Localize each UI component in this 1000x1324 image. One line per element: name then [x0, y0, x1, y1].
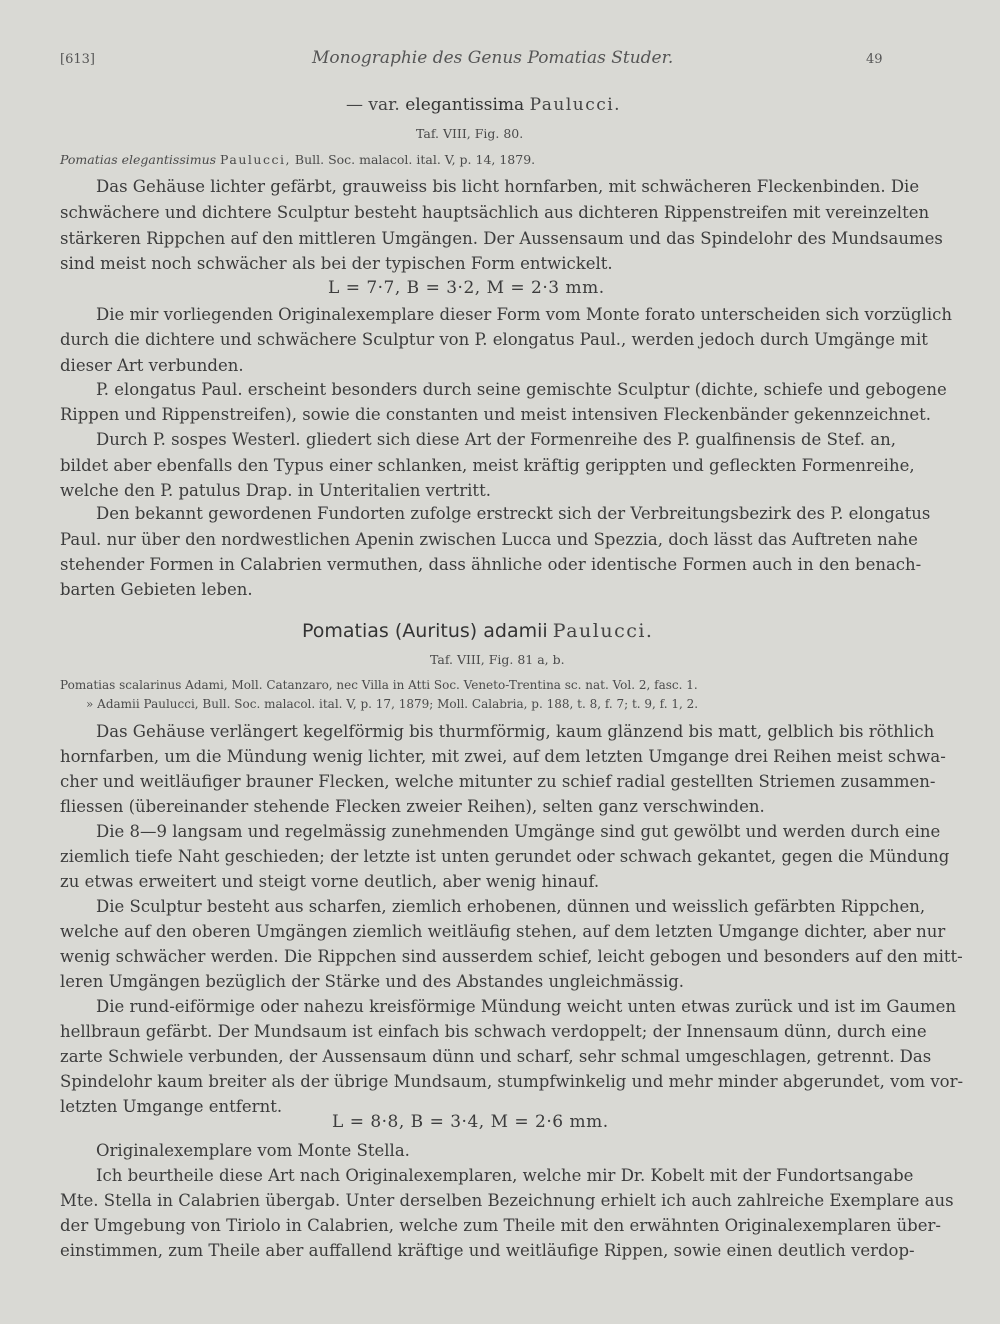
- text-line: wenig schwächer werden. Die Rippchen sind ausserdem schief, leicht gebogen und besonders auf den mitt-: [60, 947, 963, 966]
- text-line: hellbraun gefärbt. Der Mundsaum ist einfach bis schwach verdoppelt; der Innensaum dünn, durch eine: [60, 1022, 927, 1041]
- text-line: Die mir vorliegenden Originalexemplare dieser Form vom Monte forato unterscheiden sich vorzüglich: [96, 305, 952, 324]
- variety-heading: [346, 95, 621, 115]
- text-line: Den bekannt gewordenen Fundorten zufolge erstreckt sich der Verbreitungsbezirk des P. elongatus: [96, 504, 931, 523]
- species-plate: Taf. VIII, Fig. 81 a, b.: [430, 652, 565, 667]
- text-line: Mte. Stella in Calabrien übergab. Unter derselben Bezeichnung erhielt ich auch zahlreiche Exemplare aus: [60, 1191, 954, 1210]
- text-line: Rippen und Rippenstreifen), sowie die constanten und meist intensiven Fleckenbänder gekennzeichnet.: [60, 405, 932, 424]
- text-line: bildet aber ebenfalls den Typus einer schlanken, meist kräftig gerippten und gefleckten Formenreihe,: [60, 456, 915, 475]
- text-line: barten Gebieten leben.: [60, 580, 253, 599]
- var-measurements: L = 7·7, B = 3·2, M = 2·3 mm.: [328, 278, 605, 298]
- text-line: fliessen (übereinander stehende Flecken zweier Reihen), selten ganz verschwinden.: [60, 797, 765, 816]
- variety-synonym-name: Pomatias elegantissimus: [60, 152, 217, 167]
- text-line: hornfarben, um die Mündung wenig lichter, mit zwei, auf dem letzten Umgange drei Reihen meist schwa-: [60, 747, 946, 766]
- text-line: leren Umgängen bezüglich der Stärke und des Abstandes ungleichmässig.: [60, 972, 685, 991]
- text-line: ziemlich tiefe Naht geschieden; der letzte ist unten gerundet oder schwach gekantet, gegen die Mündung: [60, 847, 950, 866]
- species-synonym-1: Pomatias scalarinus Adami, Moll. Catanzaro, nec Villa in Atti Soc. Veneto-Trentina sc. nat. Vol. 2, fasc. 1.: [60, 678, 698, 692]
- variety-author: Paulucci.: [529, 95, 622, 115]
- text-line: welche den P. patulus Drap. in Unteritalien vertritt.: [60, 481, 491, 500]
- variety-synonym-author: Paulucci,: [220, 152, 291, 167]
- header-title: Monographie des Genus Pomatias Studer.: [312, 48, 674, 68]
- species-heading-name: Pomatias (Auritus) adamii: [302, 620, 548, 642]
- text-line: durch die dichtere und schwächere Sculptur von P. elongatus Paul., werden jedoch durch Umgänge mit: [60, 330, 928, 349]
- text-line: der Umgebung von Tiriolo in Calabrien, welche zum Theile mit den erwähnten Originalexemplaren über-: [60, 1216, 941, 1235]
- text-line: Die rund-eiförmige oder nahezu kreisförmige Mündung weicht unten etwas zurück und ist im Gaumen: [96, 997, 957, 1016]
- variety-plate: Taf. VIII, Fig. 80.: [416, 126, 524, 141]
- text-line: zu etwas erweitert und steigt vorne deutlich, aber wenig hinauf.: [60, 872, 600, 891]
- text-line: letzten Umgange entfernt.: [60, 1097, 283, 1116]
- text-line: zarte Schwiele verbunden, der Aussensaum dünn und scharf, sehr schmal umgeschlagen, getrennt. Das: [60, 1047, 932, 1066]
- text-line: sind meist noch schwächer als bei der typischen Form entwickelt.: [60, 254, 613, 273]
- sp-measurements: L = 8·8, B = 3·4, M = 2·6 mm.: [332, 1112, 609, 1132]
- variety-prefix: — var.: [346, 95, 400, 115]
- sp-paragraph-5: Originalexemplare vom Monte Stella.: [96, 1141, 410, 1160]
- text-line: Durch P. sospes Westerl. gliedert sich diese Art der Formenreihe des P. gualfinensis de Stef. an,: [96, 430, 896, 449]
- species-synonym-2: » Adamii Paulucci, Bull. Soc. malacol. ital. V, p. 17, 1879; Moll. Calabria, p. 188, t. 8, f. 7; t. 9, f. 1, 2.: [86, 697, 699, 711]
- text-line: cher und weitläufiger brauner Flecken, welche mitunter zu schief radial gestellten Striemen zusammen-: [60, 772, 936, 791]
- text-line: Die 8—9 langsam und regelmässig zunehmenden Umgänge sind gut gewölbt und werden durch eine: [96, 822, 941, 841]
- text-line: dieser Art verbunden.: [60, 356, 244, 375]
- header-page-ref: [613]: [60, 52, 95, 67]
- variety-synonym-ref: Bull. Soc. malacol. ital. V, p. 14, 1879.: [294, 152, 536, 167]
- variety-name: elegantissima: [405, 95, 525, 115]
- text-line: P. elongatus Paul. erscheint besonders durch seine gemischte Sculptur (dichte, schiefe und gebogene: [96, 380, 947, 399]
- text-line: Das Gehäuse lichter gefärbt, grauweiss bis licht hornfarben, mit schwächeren Fleckenbinden. Die: [96, 177, 920, 196]
- header-page-number: 49: [866, 52, 883, 67]
- text-line: schwächere und dichtere Sculptur besteht hauptsächlich aus dichteren Rippenstreifen mit vereinzelten: [60, 203, 930, 222]
- species-heading-author: Paulucci.: [552, 620, 654, 642]
- text-line: Das Gehäuse verlängert kegelförmig bis thurmförmig, kaum glänzend bis matt, gelblich bis röthlich: [96, 722, 935, 741]
- species-heading: [302, 620, 653, 642]
- variety-synonym: [60, 152, 535, 167]
- text-line: welche auf den oberen Umgängen ziemlich weitläufig stehen, auf dem letzten Umgange dichter, aber nur: [60, 922, 946, 941]
- text-line: Die Sculptur besteht aus scharfen, ziemlich erhobenen, dünnen und weisslich gefärbten Rippchen,: [96, 897, 926, 916]
- text-line: Paul. nur über den nordwestlichen Apenin zwischen Lucca und Spezzia, doch lässt das Auftreten nahe: [60, 530, 918, 549]
- text-line: einstimmen, zum Theile aber auffallend kräftige und weitläufige Rippen, sowie einen deutlich verdop-: [60, 1241, 915, 1260]
- text-line: stehender Formen in Calabrien vermuthen, dass ähnliche oder identische Formen auch in den benach-: [60, 555, 922, 574]
- text-line: Ich beurtheile diese Art nach Originalexemplaren, welche mir Dr. Kobelt mit der Fundortsangabe: [96, 1166, 914, 1185]
- text-line: stärkeren Rippchen auf den mittleren Umgängen. Der Aussensaum und das Spindelohr des Mundsaumes: [60, 229, 943, 248]
- text-line: Spindelohr kaum breiter als der übrige Mundsaum, stumpfwinkelig und mehr minder abgerundet, vom vor-: [60, 1072, 964, 1091]
